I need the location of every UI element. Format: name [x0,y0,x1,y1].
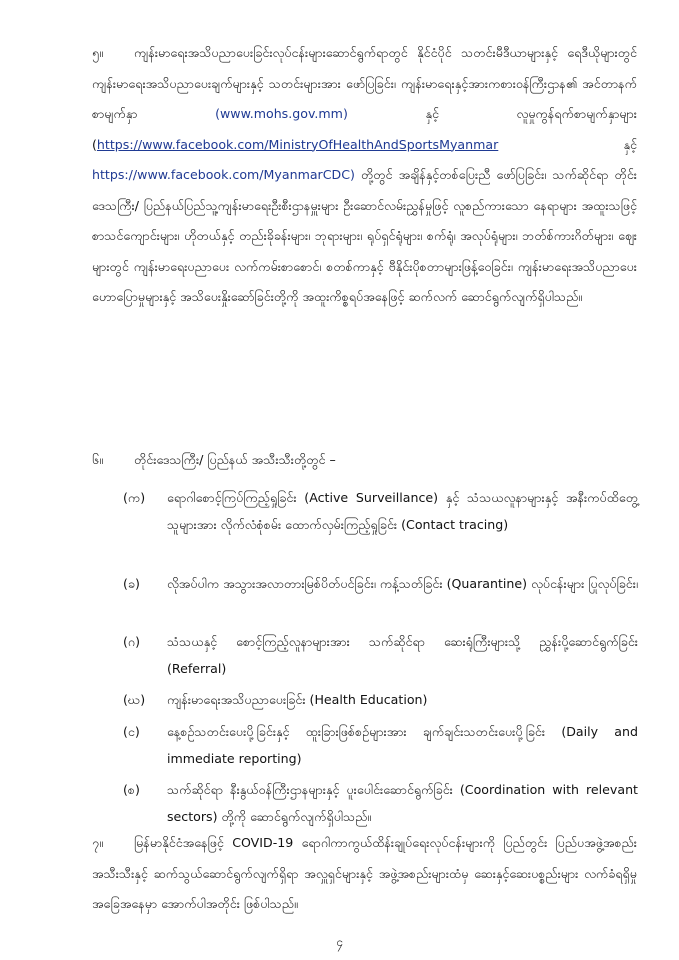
list-marker: (ဂ) [123,634,141,649]
list-item [123,718,638,772]
mohs-website-link[interactable]: (www.mohs.gov.mm) [215,106,348,121]
facebook-mohs-link[interactable]: https://www.facebook.com/MinistryOfHealthAndSportsMyanmar [96,136,499,152]
list-marker: (က) [123,490,146,505]
list-item-text: သံသယနှင့် စောင့်ကြည့်လူနာများအား သက်ဆိုင်ရာ ဆေးရုံကြီးများသို့ ညွှန်းပို့ဆောင်ရွက်ခြင်း (Referral) [167,634,638,676]
paragraph-7 [92,828,637,920]
paragraph-number: ၅။ [92,45,103,60]
list-marker: (ဃ) [123,692,146,707]
list-item-text: ရောဂါစောင့်ကြပ်ကြည့်ရှုခြင်း (Active Surveillance) နှင့် သံသယလူနာများနှင့် အနီးကပ်ထိတွေ့သူများအား လိုက်လံစုံစမ်း ထောက်လှမ်းကြည့်ရှုခြင်း (Contact tracing) [167,490,638,532]
facebook-cdc-link[interactable]: https://www.facebook.com/MyanmarCDC) [92,167,355,182]
paragraph-text: နှင့် [623,136,637,152]
page-number: ၄ [336,935,343,949]
list-item-text: ကျန်းမာရေးအသိပညာပေးခြင်း (Health Education) [167,692,428,707]
section-heading-6 [92,452,336,471]
paragraph-text: တို့တွင် အချိန်နှင့်တစ်ပြေးညီ ဖော်ပြခြင်း၊ သက်ဆိုင်ရာ တိုင်းဒေသကြီး/ ပြည်နယ်ပြည်သူ့ကျန်းမာရေးဦးစီးဌာနမှူးများ ဦးဆောင်လမ်းညွှန်မှုဖြင့် လူစည်ကားသော နေရာများ အထူးသဖြင့် စာသင်ကျောင်းများ၊ ဟိုတယ်နှင့် တည်းခိုခန်းများ၊ ဘုရားများ၊ ရုပ်ရှင်ရုံများ၊ စက်ရုံ၊ အလုပ်ရုံများ၊ ဘတ်စ်ကားဂိတ်များ၊ ဈေးများတွင် ကျန်းမာရေးပညာပေး လက်ကမ်းစာစောင်၊ စတစ်ကာနှင့် ဗီနိုင်းပိုစတာများဖြန့်ဝေခြင်း၊ ကျန်းမာရေးအသိပညာပေးဟောပြောမှုများနှင့် အသိပေးနှိုးဆော်ခြင်းတို့ကို အထူးကိစ္စရပ်အနေဖြင့် ဆက်လက် ဆောင်ရွက်လျက်ရှိပါသည်။ [92,167,638,304]
list-item-text: နေ့စဉ်သတင်းပေးပို့ခြင်းနှင့် ထူးခြားဖြစ်စဉ်များအား ချက်ချင်းသတင်းပေးပို့ခြင်း (Daily and immediate reporting) [167,724,638,766]
list-item [123,776,638,830]
list-item [123,570,638,597]
paragraph-5 [92,38,637,313]
list-item-text: သက်ဆိုင်ရာ နီးနွယ်ဝန်ကြီးဌာနများနှင့် ပူးပေါင်းဆောင်ရွက်ခြင်း (Coordination with relevant sectors) တို့ကို ဆောင်ရွက်လျက်ရှိပါသည်။ [167,782,638,824]
paragraph-text: မြန်မာနိုင်ငံအနေဖြင့် COVID-19 ရောဂါကာကွယ်ထိန်းချုပ်ရေးလုပ်ငန်းများကို ပြည်တွင်း ပြည်ပအဖွဲ့အစည်းအသီးသီးနှင့် ဆက်သွယ်ဆောင်ရွက်လျက်ရှိရာ အလှူရှင်များနှင့် အဖွဲ့အစည်းများထံမှ ဆေးနှင့်ဆေးပစ္စည်းများ လက်ခံရရှိမှုအခြေအနေမှာ အောက်ပါအတိုင်း ဖြစ်ပါသည်။ [92,835,637,911]
list-marker: (စ) [123,782,140,797]
heading-text: တိုင်းဒေသကြီး/ ပြည်နယ် အသီးသီးတို့တွင် – [134,452,336,467]
paragraph-text: ကျန်းမာရေးအသိပညာပေးခြင်းလုပ်ငန်းများဆောင်ရွက်ရာတွင် နိုင်ငံပိုင် သတင်းမီဒီယာများနှင့် ရေဒီယိုများတွင် ကျန်းမာရေးအသိပညာပေးချက်များနှင့် သတင်းများအား ဖော်ပြခြင်း၊ ကျန်းမာရေးနှင့်အားကစားဝန်ကြီးဌာန၏ အင်တာနက်စာမျက်နှာ [92,45,637,121]
paragraph-number: ၆။ [92,452,103,467]
list-marker: (င) [123,724,140,739]
paragraph-text: နှင့် လူမှုကွန်ရက်စာမျက်နှာများ ( [92,106,637,152]
list-item [123,484,638,538]
list-marker: (ခ) [123,576,140,591]
list-item [123,686,638,713]
list-item [123,628,638,682]
paragraph-number: ၇။ [92,835,103,850]
list-item-text: လိုအပ်ပါက အသွားအလာတားမြစ်ပိတ်ပင်ခြင်း၊ ကန့်သတ်ခြင်း (Quarantine) လုပ်ငန်းများ ပြုလုပ်ခြင်း၊ [167,576,638,591]
